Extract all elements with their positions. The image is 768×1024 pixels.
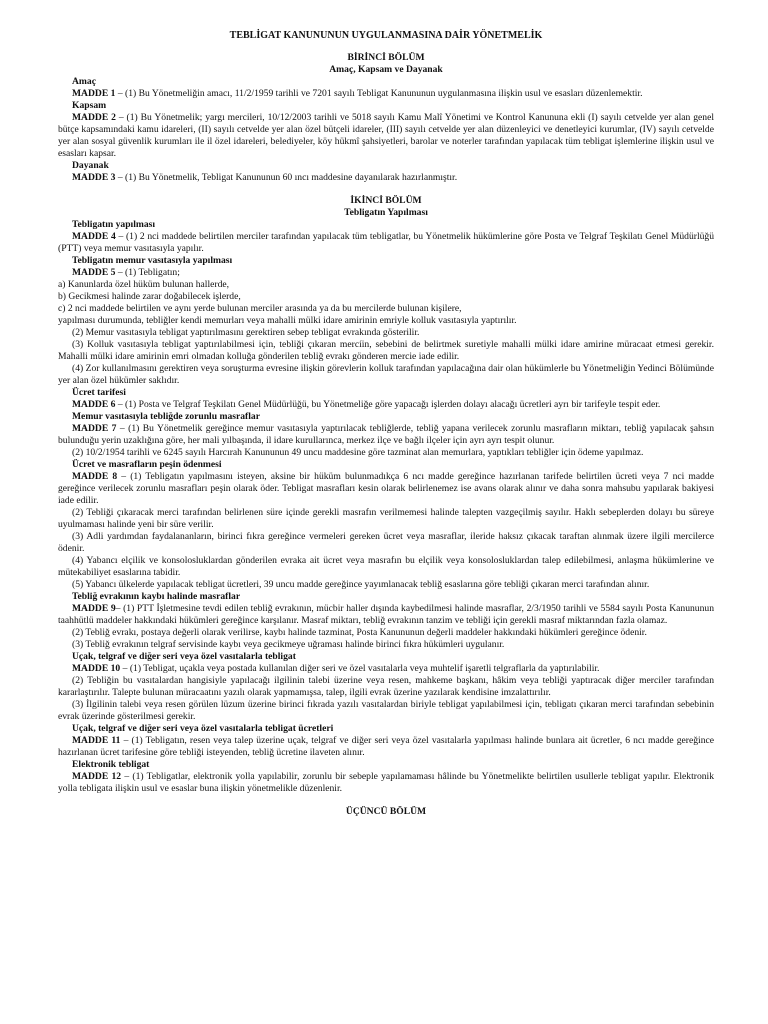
article-text: – (1) Bu Yönetmelik; yargı mercileri, 10/12/2003 tarihli ve 5018 sayılı Kamu Malî Yönetimi ve Kontrol Kanununa ekli (I) sayılı cetvelde yer alan genel bütçe kapsamındaki kamu idareleri, (II) sayılı cetvelde yer alan özel bütçeli idareler, (III) sayılı cetvelde yer alan düzenleyici ve denetleyici kurumlar, (IV) sayılı cetvelde yer alan sosyal güvenlik kurumları ile il özel idareleri, belediyeler, köy hükmî şahsiyetleri, barolar ve noterler tarafından yapılacak tüm tebligat işlemlerine ilişkin usul ve esasları kapsar. [58,112,714,159]
article-1 [58,88,714,100]
article-text: – (1) Bu Yönetmelik gereğince memur vasıtasıyla yaptırılacak tebliğlerde, tebliğ yapana verilecek zorunlu masrafların miktarı, tebliğ yapılacak şahsın bulunduğu yerin uzaklığına göre, her mali yılbaşında, il idare kurullarınca, merkez ilçe ve bağlı ilçeler için ayrı ayrı tespit olunur. [58,423,715,446]
article-label: MADDE 5 [72,267,116,278]
article-text: – (1) PTT İşletmesine tevdi edilen tebliğ evrakının, mücbir haller dışında kaybedilmesi halinde masraflar, 2/3/1950 tarihli ve 5584 sayılı Posta Kanununun taahhütlü maddeler hakkındaki hükümleri gereğince karşılanır. Masraf miktarı, tebliğ evrakının tanzim ve tebliği için gerekli masraf miktarından fazla olamaz. [58,603,714,626]
article-text: – (1) Posta ve Telgraf Teşkilatı Genel Müdürlüğü, bu Yönetmeliğe göre yapacağı işlerden dolayı alacağı ücretleri ayrı bir tarifeyle tespit eder. [115,399,661,410]
article-heading-dayanak: Dayanak [72,160,109,171]
article-label: MADDE 8 [72,471,118,482]
article-text: – (1) 2 nci maddede belirtilen merciler tarafından yapılacak tüm tebligatlar, bu Yönetmelik hükümlerine göre Posta ve Telgraf Teşkilatı Genel Müdürlüğü (PTT) veya memur vasıtasıyla yapılır. [58,231,714,254]
section-subtitle-2: Tebligatın Yapılması [344,207,428,218]
list-item: a) Kanunlarda özel hüküm bulunan hallerde, [58,279,230,290]
article-heading: Tebligatın memur vasıtasıyla yapılması [72,255,233,266]
article-heading-amac: Amaç [72,76,96,87]
article-10 [58,663,714,675]
article-text: – (1) Tebligatın yapılmasını isteyen, aksine bir hüküm bulunmadıkça 6 ncı madde gereğince hazırlanan tarifede belirtilen ücreti veya 7 nci madde gereğince verilecek zorunlu masrafları peşin olarak öder. Tebligat masrafları kesin olarak belirlenemez ise avans olarak alınır ve daha sonra mahsubu yapılarak bakiyesi iade edilir. [58,471,714,506]
article-heading: Ücret ve masrafların peşin ödenmesi [72,459,222,470]
article-label: MADDE 7 [72,423,117,434]
article-8 [58,471,714,507]
paragraph: (2) Tebliği çıkaracak merci tarafından belirlenen süre içinde gerekli masrafın verilmemesi halinde talepten vazgeçilmiş sayılır. Haklı sebeplerden dolayı bu süreye uyulmaması halinde yeni bir süre verilir. [58,507,714,530]
document-page [58,30,714,818]
article-label: MADDE 12 [72,771,122,782]
article-label: MADDE 9 [72,603,116,614]
paragraph: (2) Tebliğ evrakı, postaya değerli olarak verilirse, kaybı halinde tazminat, Posta Kanununun değerli maddeler hakkındaki hükümleri gereğince ödenir. [72,627,647,638]
document-title: TEBLİGAT KANUNUNUN UYGULANMASINA DAİR YÖNETMELİK [229,30,543,41]
article-label: MADDE 4 [72,231,116,242]
paragraph: (3) Kolluk vasıtasıyla tebligat yaptırılabilmesi için, tebliği çıkaran mercíin, sebebini de belirtmek suretiyle mahalli mülki idare amirine müracaat etmesi gerekir. Mahalli mülki idare amirinin emri olmadan kolluğa gönderilen tebliğ evrakı gönderen mercie iade edilir. [58,339,714,362]
article-3 [58,172,714,184]
article-heading-kapsam: Kapsam [72,100,107,111]
article-5 [58,267,714,279]
article-7 [58,423,714,447]
article-text: – (1) Bu Yönetmelik, Tebligat Kanununun 60 ıncı maddesine dayanılarak hazırlanmıştır. [115,172,458,183]
paragraph: (3) İlgilinin talebi veya resen görülen lüzum üzerine birinci fıkrada yazılı vasıtalardan biriyle tebligat yapılabilmesi için, tebligatı çıkaran merci tarafından sebebinin evrak üzerinde gösterilmesi gerekir. [58,699,714,722]
article-label: MADDE 2 [72,112,116,123]
section-heading-1: BİRİNCİ BÖLÜM [347,52,425,63]
article-text: – (1) Tebligatın, resen veya talep üzerine uçak, telgraf ve diğer seri veya özel vasıtalarla yapılması halinde bunlara ait ücretler, 6 ncı madde gereğince hazırlanan ücret tarifesine göre tebliği isteyenden, tebliğ ücretine ilaveten alınır. [58,735,715,758]
article-2 [58,112,714,160]
article-text: – (1) Tebligat, uçakla veya postada kullanılan diğer seri ve özel vasıtalarla veya muhtelif işaretli telgraflarla da yaptırılabilir. [120,663,600,674]
article-9 [58,603,714,627]
paragraph: (4) Zor kullanılmasını gerektiren veya soruşturma evresine ilişkin görevlerin kolluk tarafından yapılacağına dair olan hükümlerle bu Yönetmeliğin Yedinci Bölümünde yer alan özel hükümler saklıdır. [58,363,714,386]
article-text: – (1) Tebligatın; [115,267,180,278]
article-heading: Elektronik tebligat [72,759,150,770]
paragraph: (2) 10/2/1954 tarihli ve 6245 sayılı Harcırah Kanununun 49 uncu maddesine göre tazminat alan memurlara, yaptıkları tebliğler için ödeme yapılmaz. [72,447,644,458]
list-item: yapılması durumunda, tebliğler kendi memurları veya mahalli mülki idare amirinin emriyle kolluk vasıtasıyla yaptırılır. [58,315,517,326]
article-heading: Uçak, telgraf ve diğer seri veya özel vasıtalarla tebligat [72,651,296,662]
paragraph: (4) Yabancı elçilik ve konsolosluklardan gönderilen evraka ait ücret veya masrafın bu elçilik veya konsolosluklardan talep edilebilmesi, anlaşma hükümlerine ve mütekabiliyet esaslarına tabidir. [58,555,714,578]
article-heading: Tebliğ evrakının kaybı halinde masraflar [72,591,241,602]
paragraph: (2) Tebliğin bu vasıtalardan hangisiyle yapılacağı ilgilinin talebi üzerine veya resen, mahkeme başkanı, hâkim veya tebliği yaptıracak diğer merciler tarafından kararlaştırılır. Talepte bulunan müracaatını yazılı olarak yapmamışsa, talep, ilgili evrak üzerine yazılarak kendisine imzalattırılır. [58,675,714,698]
article-text: – (1) Tebligatlar, elektronik yolla yapılabilir, zorunlu bir sebeple yapılamaması hâlinde bu Yönetmelikte belirtilen usullerle tebligat yapılır. Elektronik yolla tebligata ilişkin usul ve esaslar buna ilişkin yönetmelikle düzenlenir. [58,771,715,794]
article-heading: Ücret tarifesi [72,387,126,398]
list-item: c) 2 nci maddede belirtilen ve aynı yerde bulunan merciler arasında ya da bu mercilerde bulunan kişilere, [58,303,462,314]
article-11 [58,735,714,759]
article-heading: Tebligatın yapılması [72,219,156,230]
article-text: – (1) Bu Yönetmeliğin amacı, 11/2/1959 tarihli ve 7201 sayılı Tebligat Kanununun uygulanmasına ilişkin usul ve esasları düzenlemektir. [115,88,643,99]
list-item: b) Gecikmesi halinde zarar doğabilecek işlerde, [58,291,241,302]
section-subtitle-1: Amaç, Kapsam ve Dayanak [329,64,443,75]
article-6 [58,399,714,411]
article-label: MADDE 3 [72,172,116,183]
paragraph: (5) Yabancı ülkelerde yapılacak tebligat ücretleri, 39 uncu madde gereğince yayımlanacak tebliğ esaslarına göre tebliği çıkaran merci tarafından alınır. [72,579,650,590]
paragraph: (3) Tebliğ evrakının telgraf servisinde kaybı veya gecikmeye uğraması halinde birinci fıkra hükümleri uygulanır. [72,639,505,650]
section-heading-2: İKİNCİ BÖLÜM [350,195,422,206]
article-12 [58,771,714,795]
article-heading: Memur vasıtasıyla tebliğde zorunlu masraflar [72,411,260,422]
article-label: MADDE 10 [72,663,121,674]
paragraph: (3) Adli yardımdan faydalananların, birinci fıkra gereğince vermeleri gereken ücret veya masraflar, ileride haksız çıkacak taraftan alınmak üzere ilgili mercilerce ödenir. [58,531,714,554]
article-4 [58,231,714,255]
article-heading: Uçak, telgraf ve diğer seri veya özel vasıtalarla tebligat ücretleri [72,723,334,734]
article-label: MADDE 6 [72,399,116,410]
section-heading-3: ÜÇÜNCÜ BÖLÜM [345,806,427,817]
article-label: MADDE 11 [72,735,121,746]
article-label: MADDE 1 [72,88,116,99]
paragraph: (2) Memur vasıtasıyla tebligat yaptırılmasını gerektiren sebep tebligat evrakında gösterilir. [72,327,420,338]
